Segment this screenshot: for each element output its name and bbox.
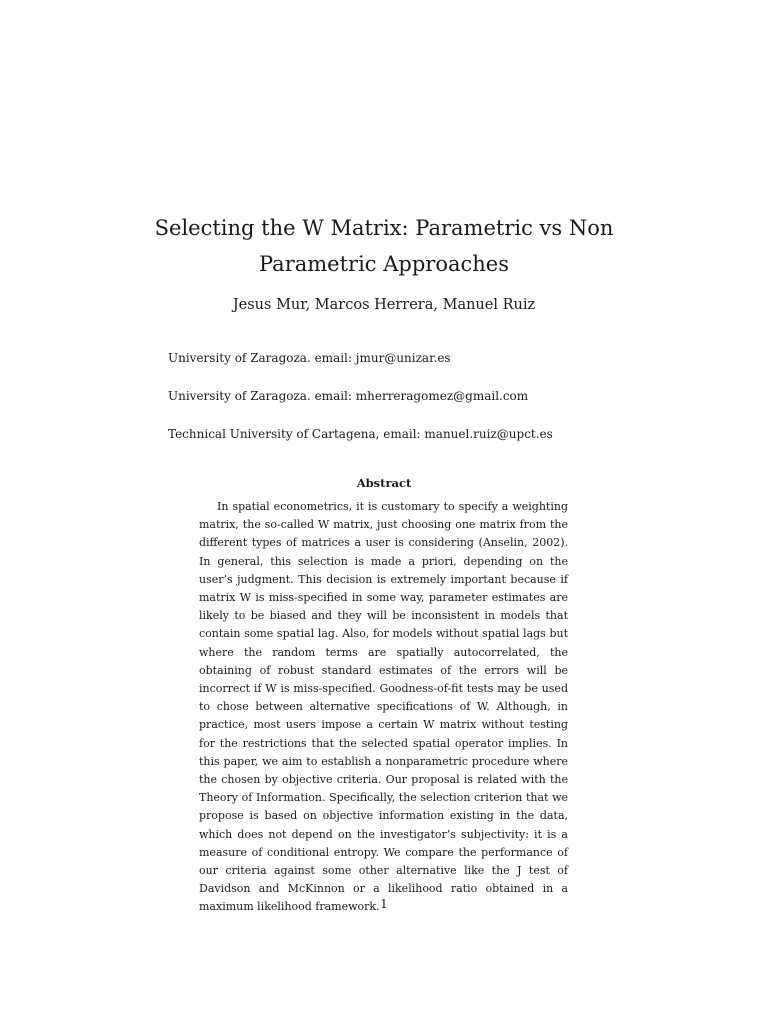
- abstract-heading: Abstract: [356, 476, 412, 490]
- paper-title: [120, 210, 648, 282]
- page-number: 1: [380, 897, 388, 911]
- title-line-2: Parametric Approaches: [259, 252, 509, 276]
- affiliation-1: University of Zaragoza. email: jmur@unizar.es: [168, 351, 451, 365]
- affiliation-2: University of Zaragoza. email: mherreragomez@gmail.com: [168, 389, 529, 403]
- abstract-text: In spatial econometrics, it is customary to specify a weighting matrix, the so-called W matrix, just choosing one matrix from the different types of matrices a user is considering (Anselin, 2002). In general, this selection is made a priori, depending on the user’s judgment. This decision is extremely important because if matrix W is miss-specified in some way, parameter estimates are likely to be biased and they will be inconsistent in models that contain some spatial lag. Also, for models without spatial lags but where the random terms are spatially autocorrelated, the obtaining of robust standard estimates of the errors will be incorrect if W is miss-specified. Goodness-of-fit tests may be used to chose between alternative specifications of W. Although, in practice, most users impose a certain W matrix without testing for the restrictions that the selected spatial operator implies. In this paper, we aim to establish a nonparametric procedure where the chosen by objective criteria. Our proposal is related with the Theory of Information. Specifically, the selection criterion that we propose is based on objective information existing in the data, which does not depend on the investigator’s subjectivity: it is a measure of conditional entropy. We compare the performance of our criteria against some other alternative like the J test of Davidson and McKinnon or a likelihood ratio obtained in a maximum likelihood framework.: [199, 500, 568, 914]
- author-list: Jesus Mur, Marcos Herrera, Manuel Ruiz: [232, 297, 536, 313]
- affiliation-3: Technical University of Cartagena, email: manuel.ruiz@upct.es: [168, 427, 553, 441]
- title-line-1: Selecting the W Matrix: Parametric vs Non: [154, 216, 614, 240]
